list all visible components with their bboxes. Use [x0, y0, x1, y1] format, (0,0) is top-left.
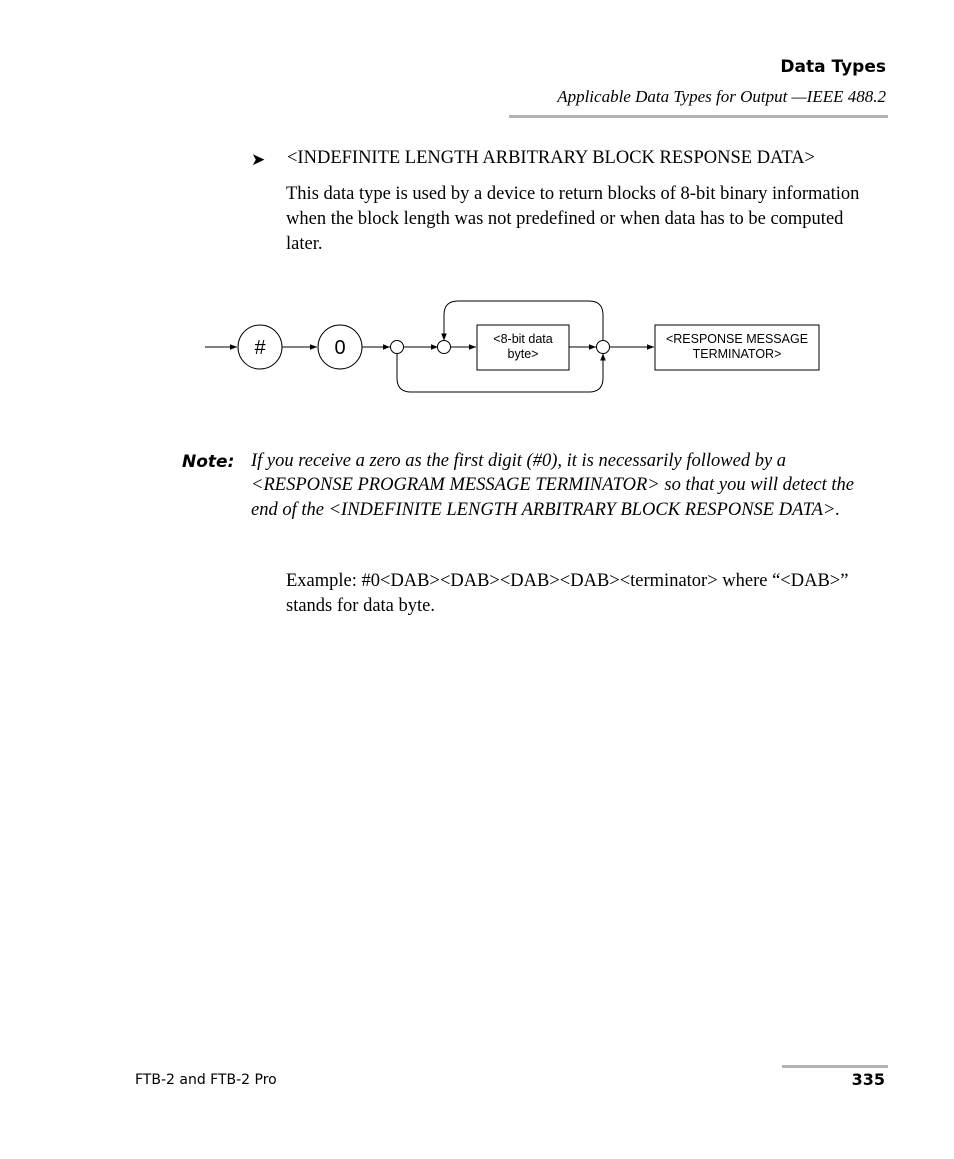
example-text: Example: #0<DAB><DAB><DAB><DAB><terminator> where “<DAB>” stands for data byte.: [286, 571, 849, 616]
section-paragraph: This data type is used by a device to return blocks of 8-bit binary information when the block length was not predefined or when data has to be computed later.: [286, 184, 860, 254]
note-text: If you receive a zero as the first digit (#0), it is necessarily followed by a <RESPONSE PROGRAM MESSAGE TERMINATOR> so that you will detect the end of the <INDEFINITE LENGTH ARBITRARY BLOCK RESPONSE DATA>.: [251, 451, 854, 520]
section-title: <INDEFINITE LENGTH ARBITRARY BLOCK RESPONSE DATA>: [287, 148, 815, 168]
bypass-path: [397, 354, 603, 393]
exit-junction-node: [597, 341, 610, 354]
header-title: Data Types: [780, 57, 886, 77]
terminator-label-1: <RESPONSE MESSAGE: [665, 332, 809, 346]
page-number: 335: [851, 1070, 885, 1089]
header-rule: [509, 115, 888, 118]
syntax-diagram: [195, 290, 835, 405]
footer-product: FTB-2 and FTB-2 Pro: [135, 1072, 277, 1088]
hash-label: #: [254, 337, 266, 359]
data-byte-label-2: byte>: [507, 347, 539, 361]
terminator-label-2: TERMINATOR>: [692, 347, 782, 361]
footer-rule: [782, 1065, 888, 1068]
note-label: Note:: [182, 452, 235, 472]
header-subtitle: Applicable Data Types for Output —IEEE 488.2: [557, 87, 886, 106]
data-byte-label-1: <8-bit data: [493, 332, 553, 346]
loop-junction-node: [438, 341, 451, 354]
junction-node: [391, 341, 404, 354]
bullet-arrow-icon: ➤: [251, 150, 266, 170]
zero-label: 0: [334, 337, 346, 359]
